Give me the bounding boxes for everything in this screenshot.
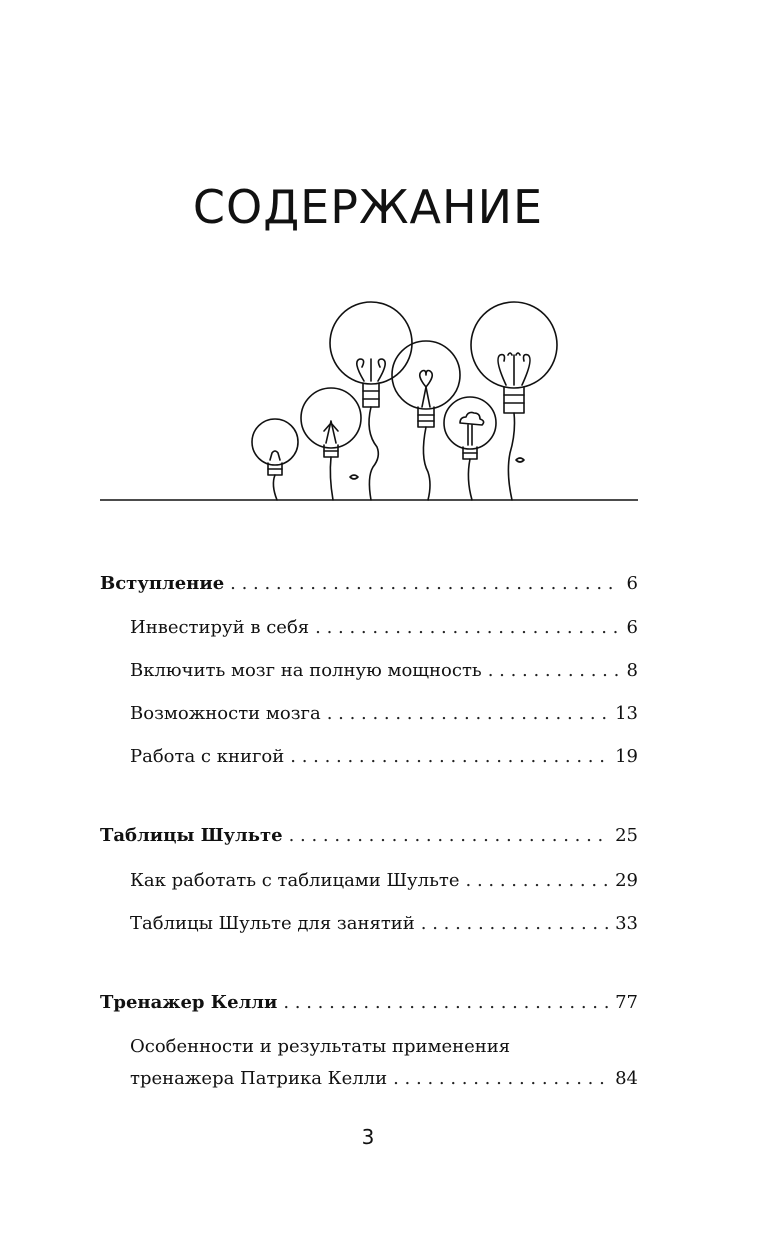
toc-entry[interactable] [130, 745, 638, 769]
toc-entry[interactable] [130, 1035, 638, 1091]
dot-leader [421, 912, 609, 936]
bulb-icon [444, 397, 496, 500]
toc-entry[interactable] [130, 659, 638, 683]
toc-entry-title: Работа с книгой [130, 746, 285, 767]
toc-entry-title-continued: тренажера Патрика Келли [130, 1068, 388, 1089]
dot-leader [393, 1067, 609, 1091]
toc-page-number: 33 [615, 913, 638, 934]
dot-leader [327, 702, 609, 726]
toc-page-number: 19 [615, 746, 638, 767]
toc-entry[interactable] [130, 869, 638, 893]
toc-page-number: 29 [615, 870, 638, 891]
dot-leader [230, 572, 620, 596]
bulb-icon [301, 388, 361, 500]
bulb-icon [330, 302, 412, 500]
toc-entry-title: Включить мозг на полную мощность [130, 660, 482, 681]
toc-page-number: 6 [626, 617, 638, 638]
toc-entry-title: Особенности и результаты применения [130, 1036, 511, 1057]
toc-entry[interactable] [100, 824, 638, 848]
page-number: 3 [361, 1125, 375, 1149]
dot-leader [488, 659, 621, 683]
toc-section [100, 991, 638, 1091]
light-bulbs-illustration [100, 295, 638, 505]
toc-page-number: 6 [626, 573, 638, 594]
toc-page-number: 25 [615, 825, 638, 846]
toc-section [100, 824, 638, 936]
dot-leader [290, 745, 609, 769]
table-of-contents [100, 572, 638, 1091]
toc-entry[interactable] [100, 572, 638, 596]
toc-section [100, 572, 638, 769]
toc-page-number: 84 [615, 1068, 638, 1089]
bulb-icon [392, 341, 460, 500]
toc-entry[interactable] [130, 702, 638, 726]
toc-entry[interactable] [130, 616, 638, 640]
toc-entry-title: Вступление [100, 573, 225, 594]
toc-entry[interactable] [130, 912, 638, 936]
toc-page-number: 77 [615, 992, 638, 1013]
dot-leader [283, 991, 609, 1015]
bulb-icon [252, 419, 298, 500]
toc-entry-title: Как работать с таблицами Шульте [130, 870, 460, 891]
dot-leader [315, 616, 620, 640]
page-title: СОДЕРЖАНИЕ [192, 180, 544, 234]
toc-entry-title: Возможности мозга [130, 703, 321, 724]
toc-entry-title: Инвестируй в себя [130, 617, 310, 638]
dot-leader [289, 824, 610, 848]
toc-page-number: 13 [615, 703, 638, 724]
dot-leader [466, 869, 610, 893]
toc-entry-title: Таблицы Шульте [100, 825, 283, 846]
toc-page-number: 8 [626, 660, 638, 681]
toc-entry[interactable] [100, 991, 638, 1015]
toc-entry-title: Таблицы Шульте для занятий [130, 913, 415, 934]
toc-entry-title: Тренажер Келли [100, 992, 278, 1013]
